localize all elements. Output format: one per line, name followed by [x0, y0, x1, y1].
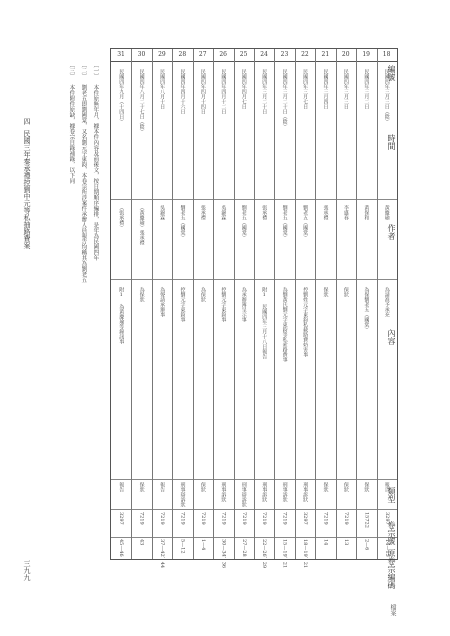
row-number: 24	[260, 51, 268, 58]
header-type: 類型	[387, 487, 396, 503]
row-author: 黃保和	[363, 205, 370, 220]
row-number: 19	[362, 51, 370, 58]
row-volume: 3297	[383, 512, 390, 525]
row-number: 28	[178, 51, 187, 58]
row-original-code: 2—6	[363, 539, 370, 551]
row-time: 民國四年三月二十日（陰）	[281, 69, 288, 129]
header-number: 編號	[387, 65, 396, 81]
row-time: 民國四年三月四日	[322, 69, 329, 109]
row-number: 26	[219, 51, 227, 58]
row-time: 民國四年四月十四日	[199, 69, 206, 114]
row-author: 張承禮	[322, 205, 329, 220]
row-volume: 7219	[281, 512, 288, 525]
row-content: 為保狀	[199, 287, 206, 302]
footnote-2: 〔二〕 劉老五即劉國棠，又名劉元字東鈞，本卷宗所涉案件承辦人員報告均稱其為劉老五	[80, 62, 87, 283]
row-number: 18	[382, 51, 391, 58]
row-type: 報告	[159, 482, 166, 492]
row-content: 為保劉老五（國棠）	[363, 287, 370, 332]
row-content: 控劉元字東鈞事	[220, 287, 227, 322]
footnote-3: 〔三〕 本件附件原缺，據卷宗目錄補錄，以下同	[68, 62, 75, 184]
row-original-code: 37—42、44	[159, 539, 166, 569]
row-content: 附1 為黃慶瑜等錄訊事	[118, 287, 125, 344]
row-number: 22	[301, 51, 309, 58]
row-type: 報告	[383, 482, 390, 492]
footer-page: 三九九	[23, 560, 31, 581]
row-author: （張承禮）	[118, 205, 125, 230]
row-author: 李盛春	[342, 205, 349, 220]
row-time: 民國四年三月三日	[342, 69, 349, 109]
row-author: 劉老五（國棠）	[281, 205, 288, 240]
row-type: 保狀	[199, 482, 206, 492]
row-content: 附1 民國四年三月十八日報告	[261, 287, 268, 359]
row-number: 20	[341, 51, 350, 58]
row-number: 21	[321, 51, 330, 58]
row-content: 為聲請承辦事	[159, 287, 166, 317]
row-type: 刑事訴狀	[261, 482, 268, 502]
footnote-1: 〔一〕 本件原無年月，據本件內容及前後文，按日期順序編排，是年為民國四年	[92, 62, 99, 261]
row-content: 控劉元字東鈞事	[179, 287, 186, 322]
page-mark: 檔案	[389, 604, 396, 616]
row-content: 為承辦簿呈示事	[240, 287, 247, 322]
header-content: 內容	[387, 329, 396, 345]
row-number: 25	[239, 51, 248, 58]
row-type: 刑事辯訴狀	[240, 482, 247, 507]
row-divider	[356, 49, 357, 559]
header-author: 作者	[387, 224, 396, 240]
row-volume: 15722	[363, 512, 370, 528]
row-original-code: 1—4	[199, 539, 206, 551]
row-volume: 7219	[220, 512, 227, 525]
row-author: 張承禮	[199, 205, 206, 220]
row-original-code: 30—34、36	[220, 539, 227, 569]
row-original-code: 22—26、29	[261, 539, 268, 569]
row-type: 刑事辯訴狀	[179, 482, 186, 507]
row-time: 民國四年四月七日	[240, 69, 247, 109]
row-author: 劉老五（國棠）	[179, 205, 186, 240]
row-content: 為保狀	[138, 287, 145, 302]
row-author: 黃慶瑜	[383, 205, 390, 220]
row-divider	[274, 49, 275, 559]
row-original-code: 15—19、21	[281, 539, 288, 569]
row-time: 民國四年八月十日	[159, 69, 166, 109]
row-time: 民國四年三月三日（陰）	[383, 69, 390, 124]
row-volume: 7219	[261, 512, 268, 525]
row-volume: 7219	[240, 512, 247, 525]
row-type: 保狀	[342, 482, 349, 492]
row-type: 刑事訴狀	[220, 482, 227, 502]
row-type: 刑事訴狀	[302, 482, 309, 502]
row-volume: 7219	[159, 512, 166, 525]
row-divider	[336, 49, 337, 559]
row-volume: 7219	[179, 512, 186, 525]
row-divider	[254, 49, 255, 559]
row-type: 保狀	[322, 482, 329, 492]
row-author: 吳錦霖	[220, 205, 227, 220]
row-volume: 7219	[322, 512, 329, 525]
archive-table	[110, 48, 398, 589]
row-time: 民國四年九月（十四日）	[118, 69, 125, 124]
row-type: 保狀	[363, 482, 370, 492]
row-author: 劉老五（國棠）	[302, 205, 309, 240]
row-time: 民國四年三月二日	[363, 69, 370, 109]
row-content: 保狀	[342, 287, 349, 297]
row-volume: 7219	[342, 512, 349, 525]
footer-section: 四	[23, 118, 31, 125]
row-number: 30	[137, 51, 146, 58]
row-content: 控劉姓元字東鈞私截路費妨害事	[302, 287, 309, 357]
header-time: 時間	[387, 134, 396, 150]
row-divider	[152, 49, 153, 559]
row-number: 29	[158, 51, 166, 58]
row-number: 23	[280, 51, 289, 58]
footer-title: 民國三年秦承禮控劉中元等私抽路費案	[23, 130, 31, 249]
row-number: 31	[117, 51, 125, 58]
row-original-code: 45—46	[118, 539, 125, 557]
row-divider	[377, 49, 378, 559]
row-content: 保狀	[322, 287, 329, 297]
row-author: （黃慶瑜）張承禮	[138, 205, 145, 245]
row-original-code: 43	[138, 539, 145, 546]
row-divider	[193, 49, 194, 559]
row-content: 為請准予承充	[383, 287, 390, 317]
row-time: 民國四年三月七日	[302, 69, 309, 109]
row-type: 保狀	[138, 482, 145, 492]
row-author: 張承禮	[261, 205, 268, 220]
row-original-code: 5—12	[179, 539, 186, 554]
row-volume: 3297	[118, 512, 125, 525]
row-original-code: 27—28	[240, 539, 247, 557]
row-content: 為劉黃氏劉元字東鈞等私索路費事	[281, 287, 288, 362]
row-original-code: 14—15	[383, 539, 390, 557]
row-original-code: 18—19、21	[302, 539, 309, 569]
row-divider	[172, 49, 173, 559]
row-divider	[131, 49, 132, 559]
row-number: 27	[198, 51, 207, 58]
row-volume: 3297	[302, 512, 309, 525]
row-volume: 7219	[138, 512, 145, 525]
row-divider	[315, 49, 316, 559]
header-volume: 卷宗號	[387, 521, 396, 545]
row-divider	[234, 49, 235, 559]
row-author: 吳錦霖	[159, 205, 166, 220]
row-original-code: 14	[322, 539, 329, 546]
row-type: 刑事訴狀	[281, 482, 288, 502]
row-time: 民國四年三月二十日	[261, 69, 268, 114]
header-original: 原卷宗編碼	[387, 549, 396, 589]
row-divider	[213, 49, 214, 559]
row-time: 民國四年四月十二日	[220, 69, 227, 114]
row-divider	[295, 49, 296, 559]
row-time: 民國四年八月二十七日（陰）	[138, 69, 145, 134]
row-volume: 7219	[199, 512, 206, 525]
row-time: 民國四年四月十六日	[179, 69, 186, 114]
row-original-code: 13	[342, 539, 349, 546]
row-author: 劉老五（國棠）	[240, 205, 247, 240]
row-type: 報告	[118, 482, 125, 492]
